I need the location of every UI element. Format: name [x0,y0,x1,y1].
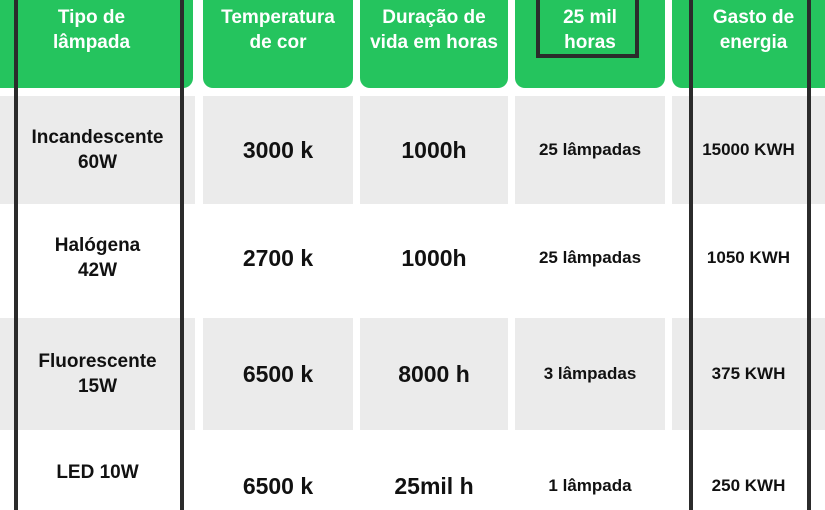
column-outline-left [180,0,184,510]
cell-lamps-needed: 1 lâmpada [515,432,665,510]
lamp-type-line: LED 10W [56,461,139,483]
header-line: horas [564,32,616,53]
cell-energy: 1050 KWH [672,204,825,312]
header-line: energia [719,32,788,53]
header-color-temp [203,0,353,88]
lamp-type-line: 15W [77,376,118,397]
cell-lamps-needed: 25 lâmpadas [515,96,665,204]
cell-lamp-type [0,204,195,312]
cell-lamp-type [0,432,195,510]
cell-lifetime: 1000h [360,96,508,204]
header-line: lâmpada [52,32,131,53]
column-outline-right [807,0,811,510]
header-lifetime [360,0,508,88]
cell-lifetime: 25mil h [360,432,508,510]
cell-color-temp: 6500 k [203,432,353,510]
header-line: Temperatura [221,7,335,28]
header-line: Duração de [382,7,486,28]
cell-energy: 375 KWH [672,318,825,430]
header-energy [672,0,825,88]
header-line: vida em horas [370,32,498,53]
cell-lifetime: 1000h [360,204,508,312]
cell-color-temp: 6500 k [203,318,353,430]
cell-lamps-needed: 25 lâmpadas [515,204,665,312]
cell-lifetime: 8000 h [360,318,508,430]
header-line: 25 mil [563,7,617,28]
cell-lamp-type [0,96,195,204]
lamp-type-line: Halógena [54,235,141,256]
lamp-type-line: Incandescente [31,127,164,148]
lamp-type-line: 42W [77,260,118,281]
header-lamp-type [0,0,193,88]
cell-energy: 250 KWH [672,432,825,510]
header-line: de cor [249,32,307,53]
highlight-box [536,0,639,58]
header-line: Tipo de [57,7,126,28]
cell-lamps-needed: 3 lâmpadas [515,318,665,430]
header-line: Gasto de [712,7,795,28]
cell-energy: 15000 KWH [672,96,825,204]
cell-lamp-type [0,318,195,430]
column-outline-left [14,0,18,510]
lamp-type-line: 60W [77,152,118,173]
column-outline-right [689,0,693,510]
cell-color-temp: 3000 k [203,96,353,204]
cell-color-temp: 2700 k [203,204,353,312]
lamp-type-line: Fluorescente [38,351,157,372]
